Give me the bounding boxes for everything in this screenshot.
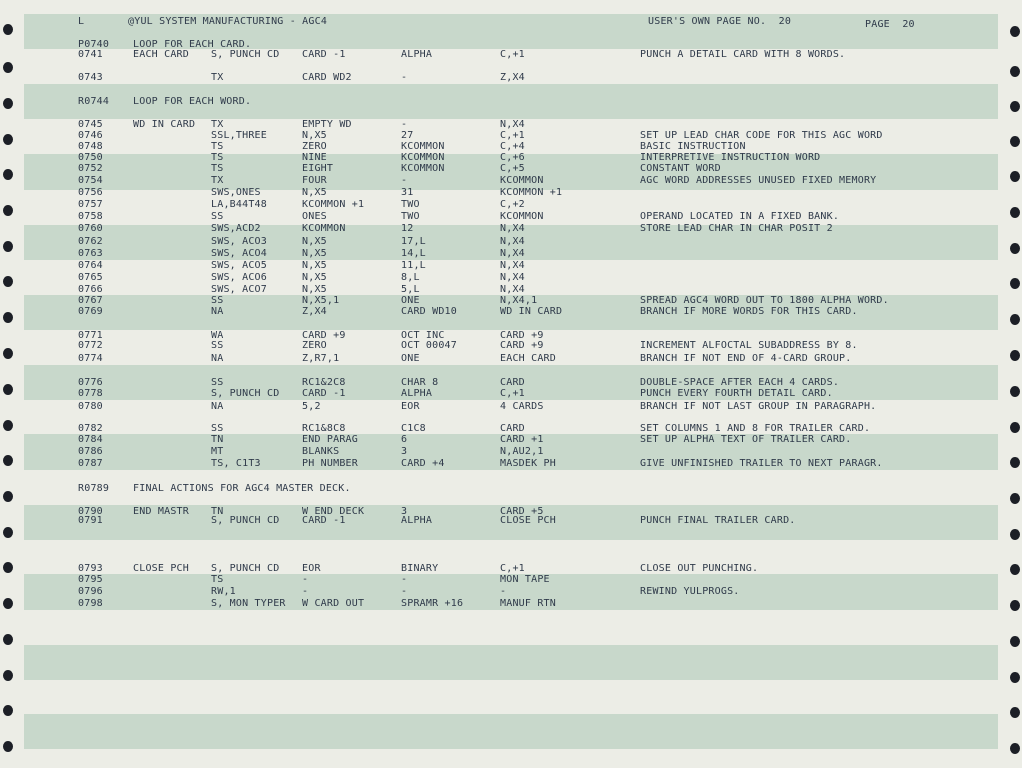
- address-field: KCOMMON +1: [302, 199, 365, 210]
- address-field: CARD -1: [302, 49, 346, 60]
- operand-field: CARD WD10: [401, 306, 457, 317]
- feed-hole-icon: [1010, 707, 1020, 718]
- operation: TS, C1T3: [211, 458, 261, 469]
- address-field: N,X5: [302, 272, 327, 283]
- line-label: END MASTR: [133, 506, 189, 517]
- address-field: NINE: [302, 152, 327, 163]
- remark: INCREMENT ALFOCTAL SUBADDRESS BY 8.: [640, 340, 858, 351]
- address-field: N,X5,1: [302, 295, 340, 306]
- operand-field: BINARY: [401, 563, 439, 574]
- remark: INTERPRETIVE INSTRUCTION WORD: [640, 152, 821, 163]
- sequence-number: 0748: [78, 141, 103, 152]
- remark: PUNCH EVERY FOURTH DETAIL CARD.: [640, 388, 833, 399]
- target-field: WD IN CARD: [500, 306, 563, 317]
- remark: STORE LEAD CHAR IN CHAR POSIT 2: [640, 223, 833, 234]
- address-field: N,X5: [302, 236, 327, 247]
- sequence-number: 0774: [78, 353, 103, 364]
- target-field: N,AU2,1: [500, 446, 544, 457]
- target-field: C,+5: [500, 163, 525, 174]
- operation: SWS, ACO4: [211, 248, 267, 259]
- target-field: CARD +9: [500, 330, 544, 341]
- operand-field: 12: [401, 223, 414, 234]
- address-field: CARD +9: [302, 330, 346, 341]
- target-field: N,X4: [500, 236, 525, 247]
- feed-hole-icon: [3, 741, 13, 752]
- address-field: KCOMMON: [302, 223, 346, 234]
- address-field: CARD -1: [302, 388, 346, 399]
- header-title: @YUL SYSTEM MANUFACTURING - AGC4: [128, 16, 328, 27]
- target-field: C,+1: [500, 49, 525, 60]
- sequence-number: 0780: [78, 401, 103, 412]
- operand-field: CARD +4: [401, 458, 445, 469]
- operation: TX: [211, 119, 224, 130]
- address-field: PH NUMBER: [302, 458, 358, 469]
- sequence-number: 0798: [78, 598, 103, 609]
- remark: PUNCH FINAL TRAILER CARD.: [640, 515, 796, 526]
- operation: SWS, ACO7: [211, 284, 267, 295]
- sequence-number: 0763: [78, 248, 103, 259]
- remark: REWIND YULPROGS.: [640, 586, 740, 597]
- operation: SWS, ACO5: [211, 260, 267, 271]
- operation: TS: [211, 163, 224, 174]
- sequence-number: 0758: [78, 211, 103, 222]
- operation: S, PUNCH CD: [211, 388, 280, 399]
- target-field: C,+2: [500, 199, 525, 210]
- sequence-number: 0795: [78, 574, 103, 585]
- operand-field: KCOMMON: [401, 152, 445, 163]
- address-field: W END DECK: [302, 506, 365, 517]
- operation: RW,1: [211, 586, 236, 597]
- address-field: N,X5: [302, 130, 327, 141]
- sequence-number: 0752: [78, 163, 103, 174]
- target-field: 4 CARDS: [500, 401, 544, 412]
- operation: SWS, ACO6: [211, 272, 267, 283]
- address-field: 5,2: [302, 401, 321, 412]
- sequence-number: 0769: [78, 306, 103, 317]
- operand-field: 27: [401, 130, 414, 141]
- sequence-number: 0766: [78, 284, 103, 295]
- address-field: N,X5: [302, 248, 327, 259]
- sequence-number: R0789: [78, 483, 110, 494]
- address-field: EOR: [302, 563, 321, 574]
- sequence-number: 0771: [78, 330, 103, 341]
- operand-field: OCT INC: [401, 330, 445, 341]
- target-field: KCOMMON +1: [500, 187, 563, 198]
- header-marker: L: [78, 16, 85, 27]
- header-user-page: USER'S OWN PAGE NO. 20: [648, 16, 792, 27]
- line-label: LOOP FOR EACH CARD.: [133, 39, 252, 50]
- sequence-number: 0743: [78, 72, 103, 83]
- operand-field: C1C8: [401, 423, 426, 434]
- address-field: ZERO: [302, 141, 327, 152]
- operand-field: -: [401, 574, 408, 585]
- operation: TS: [211, 152, 224, 163]
- address-field: FOUR: [302, 175, 327, 186]
- operand-field: 6: [401, 434, 408, 445]
- operation: TN: [211, 506, 224, 517]
- remark: BRANCH IF NOT END OF 4-CARD GROUP.: [640, 353, 852, 364]
- sequence-number: 0741: [78, 49, 103, 60]
- target-field: C,+6: [500, 152, 525, 163]
- address-field: -: [302, 574, 309, 585]
- target-field: EACH CARD: [500, 353, 556, 364]
- sequence-number: 0778: [78, 388, 103, 399]
- operand-field: SPRAMR +16: [401, 598, 464, 609]
- target-field: MASDEK PH: [500, 458, 556, 469]
- operation: SWS,ACD2: [211, 223, 261, 234]
- sequence-number: 0782: [78, 423, 103, 434]
- sequence-number: 0787: [78, 458, 103, 469]
- address-field: CARD WD2: [302, 72, 352, 83]
- target-field: CARD +5: [500, 506, 544, 517]
- address-field: ONES: [302, 211, 327, 222]
- operand-field: KCOMMON: [401, 141, 445, 152]
- target-field: N,X4: [500, 284, 525, 295]
- remark: SET UP LEAD CHAR CODE FOR THIS AGC WORD: [640, 130, 883, 141]
- operation: SS: [211, 295, 224, 306]
- operation: S, PUNCH CD: [211, 49, 280, 60]
- address-field: N,X5: [302, 284, 327, 295]
- sequence-number: 0784: [78, 434, 103, 445]
- address-field: ZERO: [302, 340, 327, 351]
- remark: GIVE UNFINISHED TRAILER TO NEXT PARAGR.: [640, 458, 883, 469]
- sequence-number: 0786: [78, 446, 103, 457]
- target-field: KCOMMON: [500, 211, 544, 222]
- target-field: MON TAPE: [500, 574, 550, 585]
- operation: TS: [211, 141, 224, 152]
- remark: BASIC INSTRUCTION: [640, 141, 746, 152]
- operation: SS: [211, 340, 224, 351]
- sequence-number: 0750: [78, 152, 103, 163]
- sequence-number: R0744: [78, 96, 110, 107]
- operand-field: TWO: [401, 199, 420, 210]
- line-label: LOOP FOR EACH WORD.: [133, 96, 252, 107]
- address-field: BLANKS: [302, 446, 340, 457]
- address-field: W CARD OUT: [302, 598, 365, 609]
- address-field: N,X5: [302, 260, 327, 271]
- line-label: WD IN CARD: [133, 119, 196, 130]
- operation: NA: [211, 353, 224, 364]
- sequence-number: 0746: [78, 130, 103, 141]
- operand-field: ALPHA: [401, 515, 433, 526]
- feed-hole-icon: [3, 705, 13, 716]
- target-field: CARD +9: [500, 340, 544, 351]
- sequence-number: 0772: [78, 340, 103, 351]
- remark: OPERAND LOCATED IN A FIXED BANK.: [640, 211, 840, 222]
- feed-hole-icon: [1010, 743, 1020, 754]
- operand-field: OCT 00047: [401, 340, 457, 351]
- operand-field: 3: [401, 446, 408, 457]
- target-field: Z,X4: [500, 72, 525, 83]
- operand-field: KCOMMON: [401, 163, 445, 174]
- address-field: END PARAG: [302, 434, 358, 445]
- remark: BRANCH IF NOT LAST GROUP IN PARAGRAPH.: [640, 401, 877, 412]
- operand-field: -: [401, 72, 408, 83]
- target-field: N,X4: [500, 223, 525, 234]
- remark: CONSTANT WORD: [640, 163, 721, 174]
- operand-field: TWO: [401, 211, 420, 222]
- remark: DOUBLE-SPACE AFTER EACH 4 CARDS.: [640, 377, 840, 388]
- operation: SS: [211, 377, 224, 388]
- listing-line: [0, 598, 1022, 675]
- operation: LA,B44T48: [211, 199, 267, 210]
- operand-field: EOR: [401, 401, 420, 412]
- operation: TX: [211, 175, 224, 186]
- operation: WA: [211, 330, 224, 341]
- remark: SET COLUMNS 1 AND 8 FOR TRAILER CARD.: [640, 423, 871, 434]
- operand-field: -: [401, 175, 408, 186]
- address-field: N,X5: [302, 187, 327, 198]
- operation: TN: [211, 434, 224, 445]
- remark: AGC WORD ADDRESSES UNUSED FIXED MEMORY: [640, 175, 877, 186]
- address-field: EMPTY WD: [302, 119, 352, 130]
- target-field: CLOSE PCH: [500, 515, 556, 526]
- target-field: CARD: [500, 377, 525, 388]
- remark: PUNCH A DETAIL CARD WITH 8 WORDS.: [640, 49, 846, 60]
- target-field: N,X4: [500, 248, 525, 259]
- operand-field: CHAR 8: [401, 377, 439, 388]
- operand-field: 8,L: [401, 272, 420, 283]
- target-field: N,X4: [500, 272, 525, 283]
- operation: TS: [211, 574, 224, 585]
- address-field: RC1&2C8: [302, 377, 346, 388]
- operand-field: ONE: [401, 295, 420, 306]
- operation: SWS,ONES: [211, 187, 261, 198]
- sequence-number: 0760: [78, 223, 103, 234]
- sequence-number: 0796: [78, 586, 103, 597]
- operand-field: 14,L: [401, 248, 426, 259]
- address-field: Z,X4: [302, 306, 327, 317]
- operation: SS: [211, 423, 224, 434]
- operation: NA: [211, 401, 224, 412]
- remark: SET UP ALPHA TEXT OF TRAILER CARD.: [640, 434, 852, 445]
- target-field: CARD: [500, 423, 525, 434]
- operation: SSL,THREE: [211, 130, 267, 141]
- sequence-number: 0762: [78, 236, 103, 247]
- operation: NA: [211, 306, 224, 317]
- remark: SPREAD AGC4 WORD OUT TO 1800 ALPHA WORD.: [640, 295, 889, 306]
- sequence-number: 0764: [78, 260, 103, 271]
- target-field: CARD +1: [500, 434, 544, 445]
- target-field: C,+4: [500, 141, 525, 152]
- operand-field: 31: [401, 187, 414, 198]
- line-label: EACH CARD: [133, 49, 189, 60]
- target-field: MANUF RTN: [500, 598, 556, 609]
- target-field: C,+1: [500, 563, 525, 574]
- operation: SWS, ACO3: [211, 236, 267, 247]
- operand-field: ONE: [401, 353, 420, 364]
- operation: MT: [211, 446, 224, 457]
- line-label: CLOSE PCH: [133, 563, 189, 574]
- sequence-number: 0754: [78, 175, 103, 186]
- sequence-number: 0790: [78, 506, 103, 517]
- address-field: RC1&8C8: [302, 423, 346, 434]
- line-label: FINAL ACTIONS FOR AGC4 MASTER DECK.: [133, 483, 351, 494]
- target-field: C,+1: [500, 130, 525, 141]
- operand-field: ALPHA: [401, 49, 433, 60]
- operand-field: 5,L: [401, 284, 420, 295]
- operand-field: ALPHA: [401, 388, 433, 399]
- target-field: KCOMMON: [500, 175, 544, 186]
- operand-field: 17,L: [401, 236, 426, 247]
- operand-field: -: [401, 586, 408, 597]
- sequence-number: 0767: [78, 295, 103, 306]
- sequence-number: 0757: [78, 199, 103, 210]
- operation: SS: [211, 211, 224, 222]
- operation: S, PUNCH CD: [211, 515, 280, 526]
- operand-field: 3: [401, 506, 408, 517]
- sequence-number: 0756: [78, 187, 103, 198]
- sequence-number: 0745: [78, 119, 103, 130]
- operation: S, MON TYPER: [211, 598, 286, 609]
- green-band: [24, 714, 998, 749]
- operation: TX: [211, 72, 224, 83]
- remark: CLOSE OUT PUNCHING.: [640, 563, 759, 574]
- sequence-number: 0776: [78, 377, 103, 388]
- target-field: C,+1: [500, 388, 525, 399]
- sequence-number: 0765: [78, 272, 103, 283]
- sequence-number: 0791: [78, 515, 103, 526]
- address-field: -: [302, 586, 309, 597]
- header-page-number: PAGE 20: [865, 19, 915, 30]
- operand-field: -: [401, 119, 408, 130]
- address-field: EIGHT: [302, 163, 334, 174]
- operation: S, PUNCH CD: [211, 563, 280, 574]
- target-field: N,X4: [500, 119, 525, 130]
- sequence-number: 0793: [78, 563, 103, 574]
- sequence-number: P0740: [78, 39, 110, 50]
- address-field: Z,R7,1: [302, 353, 340, 364]
- target-field: N,X4,1: [500, 295, 538, 306]
- target-field: N,X4: [500, 260, 525, 271]
- address-field: CARD -1: [302, 515, 346, 526]
- operand-field: 11,L: [401, 260, 426, 271]
- remark: BRANCH IF MORE WORDS FOR THIS CARD.: [640, 306, 858, 317]
- target-field: -: [500, 586, 507, 597]
